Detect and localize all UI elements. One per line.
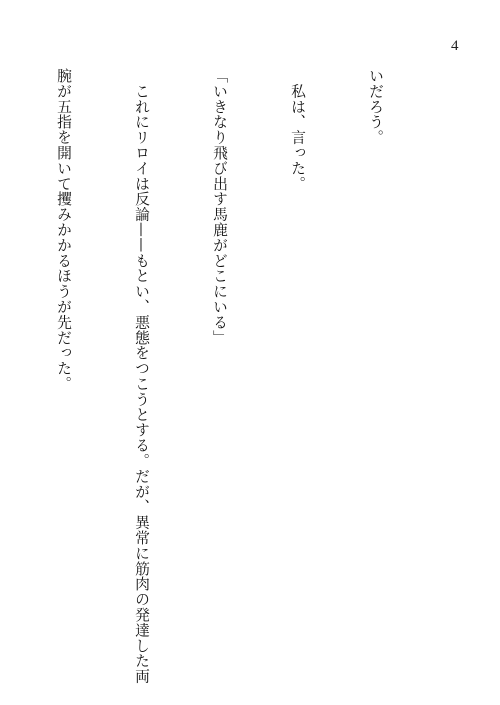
novel-text-body	[0, 68, 440, 684]
text-line: 腕が五指を開いて攫みかかるほうが先だった。	[55, 68, 72, 392]
text-line: 私は、言った。	[289, 68, 306, 192]
page-number: 4	[451, 38, 459, 54]
text-line: いだろう。	[367, 68, 384, 145]
text-line: 「いきなり飛び出す馬鹿がどこにいる」	[211, 68, 228, 346]
text-line: これにリロイは反論——もとい、悪態をつこうとする。だが、異常に筋肉の発達した両	[133, 68, 150, 684]
